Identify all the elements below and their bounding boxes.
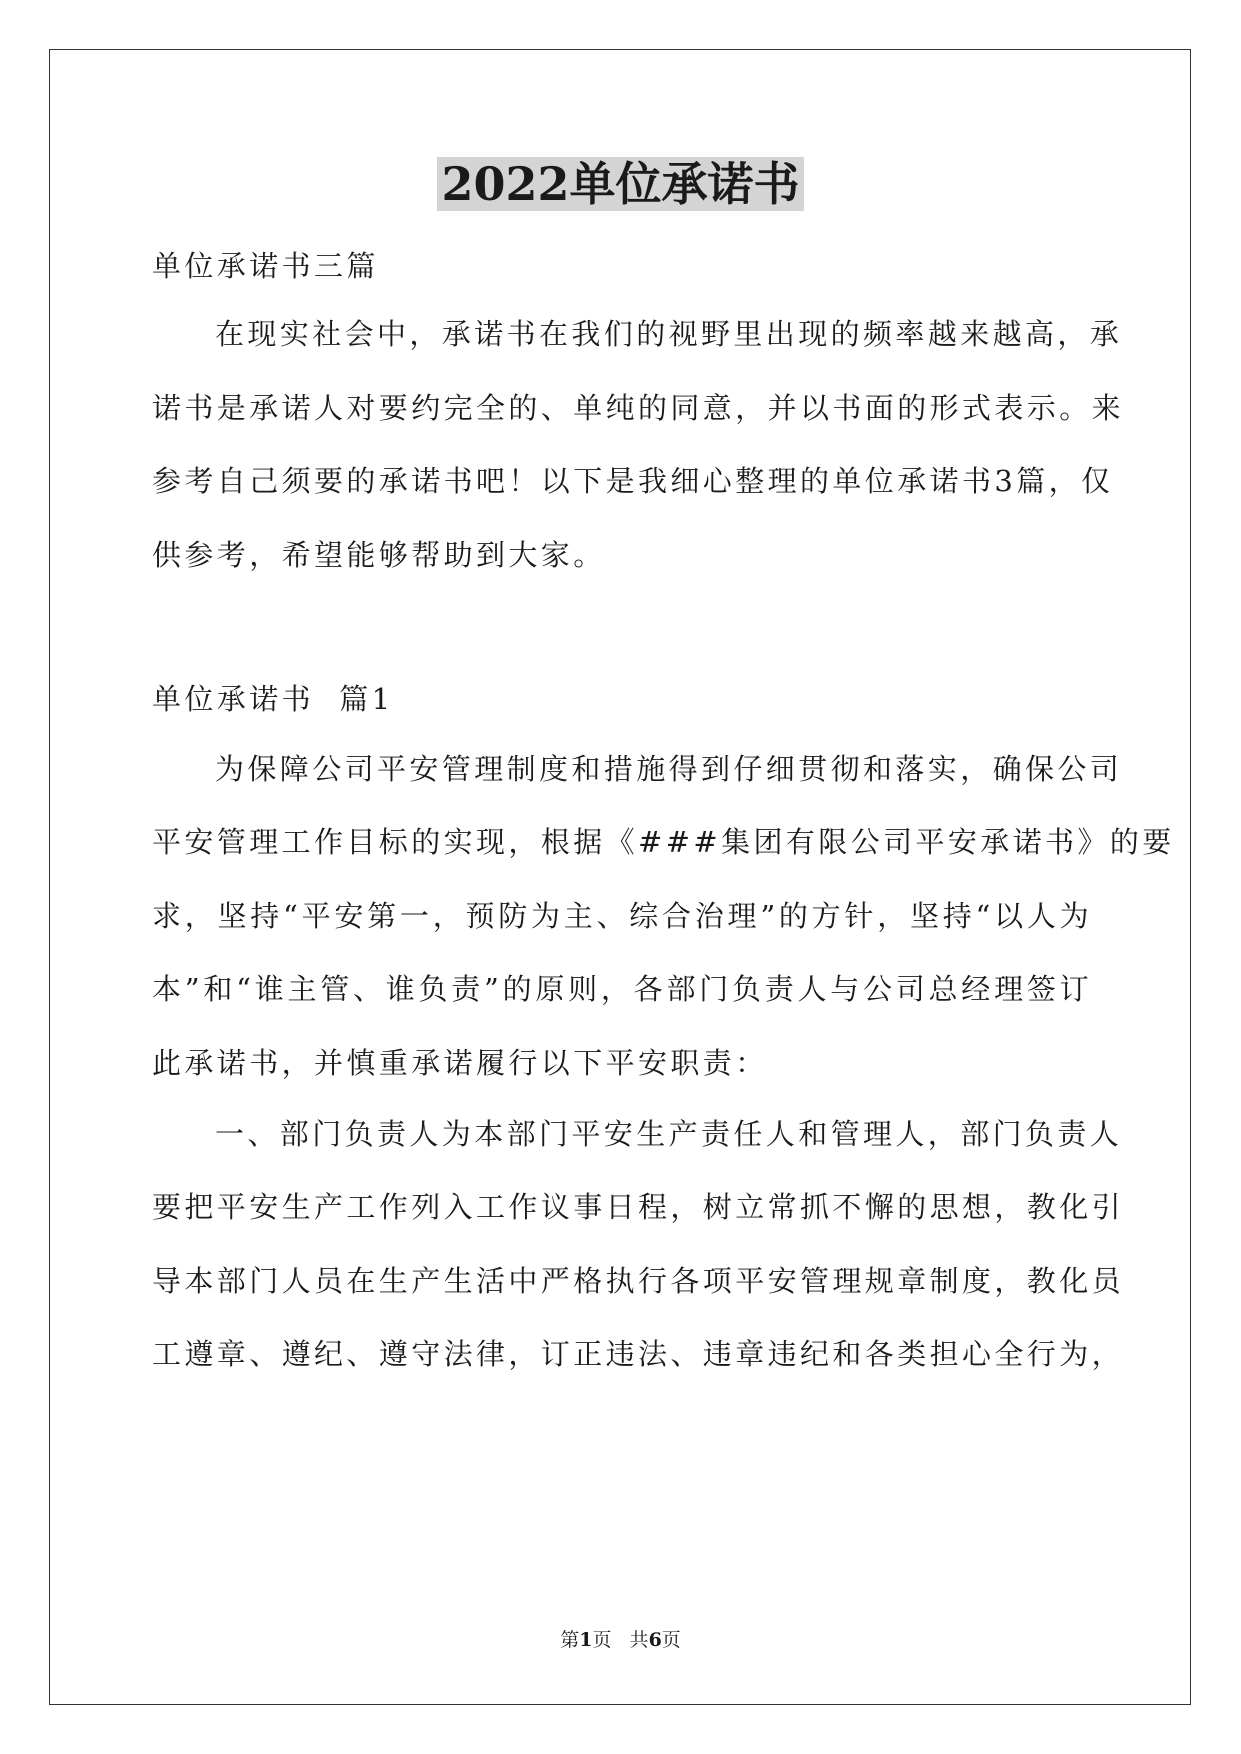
document-title-text: 2022单位承诺书 — [437, 157, 803, 211]
paragraph-line: 平安管理工作目标的实现，根据《###集团有限公司平安承诺书》的要 — [152, 825, 1175, 859]
paragraph-line: 本”和“谁主管、谁负责”的原则，各部门负责人与公司总经理签订 — [152, 972, 1092, 1006]
footer-page-prefix: 第 — [560, 1629, 580, 1651]
footer-page-suffix: 页 — [661, 1629, 681, 1651]
footer-page-current: 1 — [579, 1629, 593, 1651]
page-border — [49, 49, 1191, 1705]
intro-line: 参考自己须要的承诺书吧！以下是我细心整理的单位承诺书3篇，仅 — [152, 464, 1114, 498]
paragraph-line: 为保障公司平安管理制度和措施得到仔细贯彻和落实，确保公司 — [215, 752, 1123, 786]
document-title — [0, 154, 1241, 214]
intro-line: 在现实社会中，承诺书在我们的视野里出现的频率越来越高，承 — [215, 317, 1123, 351]
footer-page-mid: 页 共 — [592, 1629, 649, 1651]
intro-line: 诺书是承诺人对要约完全的、单纯的同意，并以书面的形式表示。来 — [152, 391, 1125, 425]
intro-line: 供参考，希望能够帮助到大家。 — [152, 538, 606, 572]
paragraph-line: 一、部门负责人为本部门平安生产责任人和管理人，部门负责人 — [215, 1117, 1123, 1151]
paragraph-line: 要把平安生产工作列入工作议事日程，树立常抓不懈的思想，教化引 — [152, 1190, 1125, 1224]
footer-page-total: 6 — [648, 1629, 662, 1651]
page-footer — [0, 1628, 1241, 1652]
paragraph-line: 工遵章、遵纪、遵守法律，订正违法、违章违纪和各类担心全行为， — [152, 1337, 1125, 1371]
section-heading: 单位承诺书 篇1 — [152, 682, 394, 716]
paragraph-line: 此承诺书，并慎重承诺履行以下平安职责： — [152, 1046, 768, 1080]
paragraph-line: 导本部门人员在生产生活中严格执行各项平安管理规章制度，教化员 — [152, 1264, 1125, 1298]
document-subtitle: 单位承诺书三篇 — [152, 249, 379, 283]
paragraph-line: 求，坚持“平安第一，预防为主、综合治理”的方针，坚持“以人为 — [152, 899, 1092, 933]
